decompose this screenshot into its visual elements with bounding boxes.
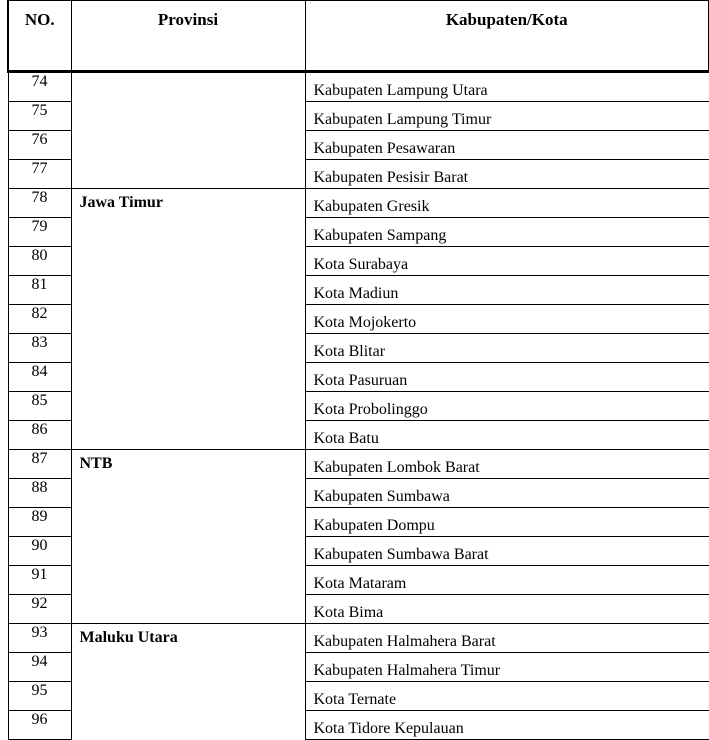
cell-provinsi [71,653,305,682]
cell-provinsi [71,72,305,102]
cell-provinsi [71,537,305,566]
table-row [8,189,709,218]
table-row [8,682,709,711]
table-row [8,334,709,363]
cell-no: 84 [8,363,71,392]
cell-no: 91 [8,566,71,595]
cell-kabupaten-kota: Kota Bima [305,595,709,624]
cell-kabupaten-kota: Kota Madiun [305,276,709,305]
cell-provinsi [71,218,305,247]
cell-no: 88 [8,479,71,508]
cell-provinsi [71,392,305,421]
table-row [8,508,709,537]
cell-kabupaten-kota: Kota Ternate [305,682,709,711]
cell-no: 77 [8,160,71,189]
cell-kabupaten-kota: Kota Tidore Kepulauan [305,711,709,740]
cell-no: 85 [8,392,71,421]
cell-no: 78 [8,189,71,218]
table-row [8,595,709,624]
table-row [8,450,709,479]
table-row [8,624,709,653]
cell-no: 83 [8,334,71,363]
cell-provinsi [71,276,305,305]
cell-provinsi [71,421,305,450]
cell-kabupaten-kota: Kabupaten Lampung Timur [305,102,709,131]
cell-no: 89 [8,508,71,537]
table-row [8,392,709,421]
cell-kabupaten-kota: Kabupaten Dompu [305,508,709,537]
cell-provinsi [71,334,305,363]
cell-provinsi [71,247,305,276]
cell-no: 87 [8,450,71,479]
cell-no: 96 [8,711,71,740]
cell-no: 93 [8,624,71,653]
cell-kabupaten-kota: Kabupaten Halmahera Barat [305,624,709,653]
cell-provinsi [71,682,305,711]
cell-kabupaten-kota: Kota Probolinggo [305,392,709,421]
cell-kabupaten-kota: Kabupaten Pesawaran [305,131,709,160]
cell-no: 79 [8,218,71,247]
table-row [8,537,709,566]
table-row [8,711,709,740]
cell-provinsi [71,595,305,624]
table-row [8,247,709,276]
cell-kabupaten-kota: Kabupaten Lampung Utara [305,72,709,102]
cell-no: 86 [8,421,71,450]
cell-no: 74 [8,72,71,102]
cell-provinsi [71,102,305,131]
region-table [7,0,709,740]
cell-kabupaten-kota: Kota Mojokerto [305,305,709,334]
table-row [8,72,709,102]
cell-no: 80 [8,247,71,276]
cell-no: 90 [8,537,71,566]
cell-provinsi [71,479,305,508]
table-row [8,160,709,189]
cell-no: 94 [8,653,71,682]
cell-provinsi [71,566,305,595]
cell-no: 81 [8,276,71,305]
cell-kabupaten-kota: Kabupaten Halmahera Timur [305,653,709,682]
cell-kabupaten-kota: Kota Surabaya [305,247,709,276]
table-row [8,653,709,682]
header-provinsi: Provinsi [71,1,305,72]
cell-provinsi: Maluku Utara [71,624,305,653]
cell-no: 92 [8,595,71,624]
cell-no: 82 [8,305,71,334]
cell-provinsi [71,508,305,537]
header-row [8,1,709,72]
table-header [8,1,709,72]
cell-kabupaten-kota: Kabupaten Sampang [305,218,709,247]
cell-provinsi [71,160,305,189]
cell-provinsi [71,363,305,392]
header-no: NO. [8,1,71,72]
cell-provinsi: NTB [71,450,305,479]
region-table-container [7,0,708,740]
cell-kabupaten-kota: Kabupaten Pesisir Barat [305,160,709,189]
cell-kabupaten-kota: Kota Blitar [305,334,709,363]
table-body [8,72,709,740]
cell-kabupaten-kota: Kota Pasuruan [305,363,709,392]
cell-no: 75 [8,102,71,131]
header-kabupaten-kota: Kabupaten/Kota [305,1,709,72]
cell-kabupaten-kota: Kota Mataram [305,566,709,595]
table-row [8,566,709,595]
cell-no: 95 [8,682,71,711]
table-row [8,276,709,305]
cell-kabupaten-kota: Kota Batu [305,421,709,450]
table-row [8,305,709,334]
cell-kabupaten-kota: Kabupaten Sumbawa [305,479,709,508]
table-row [8,479,709,508]
cell-provinsi: Jawa Timur [71,189,305,218]
table-row [8,363,709,392]
cell-kabupaten-kota: Kabupaten Gresik [305,189,709,218]
cell-no: 76 [8,131,71,160]
cell-kabupaten-kota: Kabupaten Lombok Barat [305,450,709,479]
table-row [8,218,709,247]
cell-provinsi [71,305,305,334]
table-row [8,131,709,160]
cell-provinsi [71,131,305,160]
table-row [8,102,709,131]
cell-kabupaten-kota: Kabupaten Sumbawa Barat [305,537,709,566]
table-row [8,421,709,450]
cell-provinsi [71,711,305,740]
